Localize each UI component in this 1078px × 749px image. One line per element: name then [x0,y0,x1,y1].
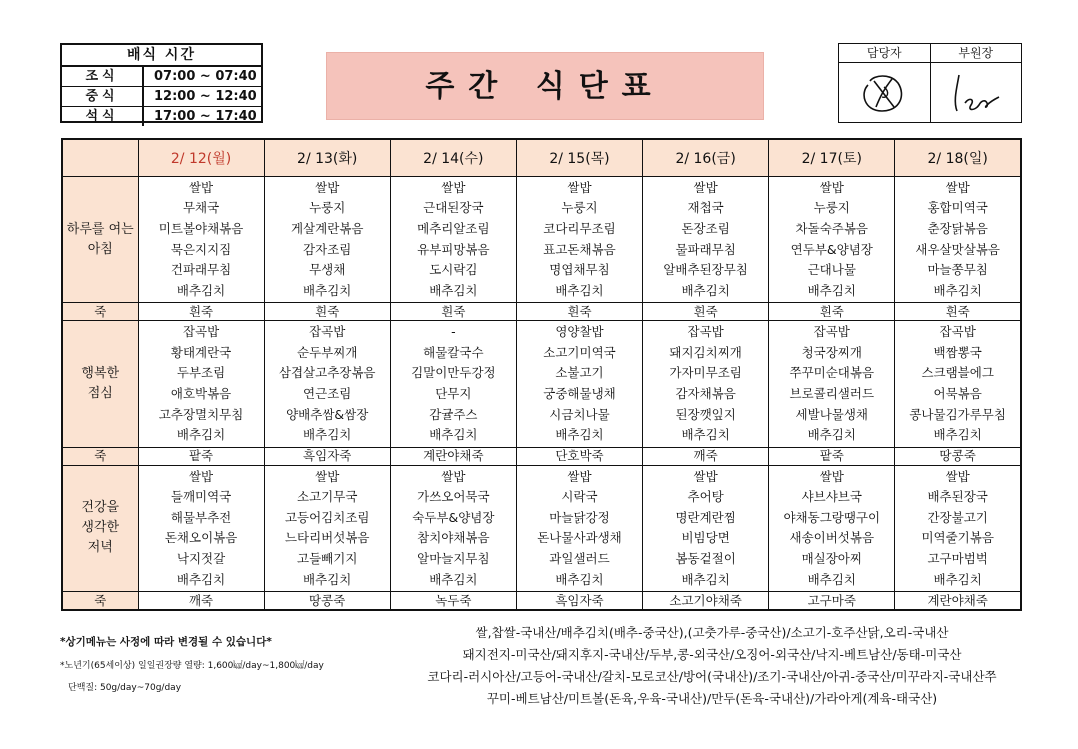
porridge-cell: 흰죽 [516,303,642,321]
menu-cell [769,465,895,591]
porridge-label: 죽 [62,592,138,611]
menu-item: 순두부찌개 [297,344,358,360]
porridge-cell: 흰죽 [895,303,1021,321]
date-header-row [62,139,1021,177]
menu-item: 돼지김치찌개 [669,344,742,360]
serving-hours-time: 12:00 ~ 12:40 [154,89,257,104]
lunch-porridge-row [62,447,1021,465]
menu-item: 배추된장국 [927,489,988,505]
menu-item: 낙지젓갈 [176,550,226,566]
menu-item: 배추김치 [303,427,352,443]
menu-item: 잡곡밥 [813,324,850,340]
menu-item: 무생채 [309,262,346,278]
lunch-label: 행복한 점심 [62,321,138,447]
protein-note: 단백질: 50g/day~70g/day [68,683,182,693]
approval-manager [839,44,930,122]
menu-item: 쌀밥 [945,179,970,195]
origin-line: 쌀,찹쌀-국내산/배추김치(배추-중국산),(고춧가루-중국산)/소고기-호주산닭,오리-국내산 [475,625,949,640]
menu-item: 마늘닭강정 [549,509,610,525]
signature-mark-icon [943,67,1009,119]
serving-hours-label: 조식 [62,67,144,86]
menu-item: 비빔당면 [681,530,730,546]
menu-item: 궁중해물냉채 [543,385,616,401]
approval-deputy-label: 부원장 [931,44,1022,63]
menu-item: 쌀밥 [819,468,844,484]
day-header: 2/ 18(일) [895,139,1021,177]
menu-item: 연근조림 [303,385,352,401]
porridge-cell: 흑임자죽 [516,592,642,611]
porridge-cell: 단호박죽 [516,447,642,465]
page-title: 주간 식단표 [326,52,764,120]
menu-item: 가자미무조림 [669,365,742,381]
serving-hours-time: 17:00 ~ 17:40 [154,109,257,124]
menu-item: 쌀밥 [693,468,718,484]
menu-item: 재첩국 [687,200,724,216]
porridge-cell: 녹두죽 [390,592,516,611]
menu-item: 브로콜리샐러드 [789,385,875,401]
menu-item: 감귤주스 [429,406,478,422]
day-header: 2/ 17(토) [769,139,895,177]
menu-item: 배추김치 [176,571,226,587]
menu-item: 소불고기 [555,365,604,381]
porridge-cell: 흰죽 [390,303,516,321]
menu-item: 콩나물김가루무침 [909,406,1006,422]
menu-item: 배추김치 [807,571,856,587]
menu-cell [895,465,1021,591]
menu-cell [264,321,390,447]
menu-item: 알마늘지무침 [417,550,490,566]
menu-item: 잡곡밥 [939,324,976,340]
menu-item: 돈장조림 [681,221,730,237]
menu-item: 배추김치 [933,571,982,587]
porridge-cell: 깨죽 [643,447,769,465]
menu-item: 배추김치 [933,282,982,298]
porridge-cell: 흑임자죽 [264,447,390,465]
menu-item: 시금치나물 [549,406,610,422]
breakfast-label: 하루를 여는 아침 [62,177,138,303]
calorie-note: *노년기(65세이상) 일일권장량 열량: 1,600㎉/day~1,800㎉/day [60,661,324,671]
menu-item: 쌀밥 [945,468,970,484]
menu-item: 쌀밥 [441,179,466,195]
menu-item: 누룽지 [813,200,850,216]
menu-item: 간장불고기 [927,509,988,525]
menu-item: 배추김치 [681,571,730,587]
menu-item: 쌀밥 [567,179,592,195]
menu-item: 배추김치 [429,571,478,587]
menu-item: 매실장아찌 [801,550,862,566]
menu-item: 쭈꾸미순대볶음 [789,365,875,381]
menu-item: 잡곡밥 [182,324,220,340]
menu-item: 누룽지 [309,200,346,216]
menu-item: 소고기미역국 [543,344,616,360]
origin-line: 코다리-러시아산/고등어-국내산/갈치-모로코산/방어(국내산)/조기-국내산/아귀-중국산/미꾸라지-국내산쭈 [427,669,997,684]
porridge-cell: 팥죽 [138,447,264,465]
menu-item: 영양찰밥 [555,324,604,340]
dinner-row [62,465,1021,591]
approval-manager-label: 담당자 [839,44,930,63]
serving-hours-box [60,43,263,123]
breakfast-row [62,177,1021,303]
menu-item: 새우살맛살볶음 [915,241,1000,257]
menu-item: 누룽지 [561,200,598,216]
porridge-cell: 소고기야채죽 [643,592,769,611]
menu-item: 애호박볶음 [170,385,232,401]
menu-cell [138,321,264,447]
menu-item: 명엽채무침 [549,262,610,278]
menu-item: 고들빼기지 [297,550,358,566]
deputy-signature [931,63,1022,122]
menu-item: 묵은지지짐 [170,241,232,257]
breakfast-porridge-row [62,303,1021,321]
menu-item: 고구마범벅 [927,550,988,566]
day-header: 2/ 14(수) [390,139,516,177]
serving-hours-row-lunch [62,87,261,107]
menu-item: 황태계란국 [170,344,232,360]
porridge-cell: 땅콩죽 [264,592,390,611]
menu-item: 쌀밥 [315,468,340,484]
serving-hours-label: 석식 [62,107,144,126]
menu-item: 잡곡밥 [309,324,346,340]
menu-item: 배추김치 [681,427,730,443]
menu-item: 쌀밥 [819,179,844,195]
menu-item: 배추김치 [807,282,856,298]
menu-cell [390,321,516,447]
menu-item: 돈나물사과생채 [537,530,622,546]
menu-cell [516,177,642,303]
day-header: 2/ 16(금) [643,139,769,177]
menu-item: 배추김치 [303,282,352,298]
porridge-cell: 흰죽 [264,303,390,321]
approval-box [838,43,1022,123]
menu-item: 돈채오이볶음 [164,530,238,546]
serving-hours-time: 07:00 ~ 07:40 [154,69,257,84]
menu-item: 건파래무침 [170,262,232,278]
menu-item: 시락국 [561,489,598,505]
menu-item: 된장깻잎지 [675,406,736,422]
menu-item: 청국장찌개 [801,344,862,360]
menu-item: - [451,324,456,340]
weekly-menu-table [61,138,1022,611]
menu-item: 샤브샤브국 [801,489,862,505]
menu-item: 배추김치 [681,282,730,298]
menu-item: 미트볼야채볶음 [158,221,244,237]
menu-item: 쌀밥 [188,179,214,195]
menu-cell [390,465,516,591]
porridge-cell: 땅콩죽 [895,447,1021,465]
menu-item: 쌀밥 [315,179,340,195]
menu-item: 배추김치 [555,427,604,443]
menu-cell [769,177,895,303]
menu-item: 연두부&양념장 [790,241,873,257]
menu-cell [643,465,769,591]
dinner-porridge-row [62,592,1021,611]
porridge-cell: 흰죽 [643,303,769,321]
menu-item: 가쓰오어묵국 [417,489,490,505]
menu-item: 근대된장국 [423,200,484,216]
dinner-label: 건강을 생각한 저녁 [62,465,138,591]
menu-item: 야채동그랑땡구이 [783,509,881,525]
menu-item: 백짬뽕국 [933,344,982,360]
menu-item: 배추김치 [555,282,604,298]
menu-item: 쌀밥 [441,468,466,484]
menu-cell [643,321,769,447]
menu-item: 명란계란찜 [675,509,736,525]
serving-hours-row-dinner [62,107,261,126]
day-header: 2/ 15(목) [516,139,642,177]
menu-cell [516,465,642,591]
menu-item: 마늘쫑무침 [927,262,988,278]
day-header: 2/ 12(월) [138,139,264,177]
menu-cell [895,321,1021,447]
day-header: 2/ 13(화) [264,139,390,177]
menu-item: 도시락김 [429,262,478,278]
origin-line: 돼지전지-미국산/돼지후지-국내산/두부,콩-외국산/오징어-외국산/낙지-베트남산/동태-미국산 [462,647,962,662]
origin-line: 꾸미-베트남산/미트볼(돈육,우육-국내산)/만두(돈육-국내산)/가라아게(계육-태국산) [486,691,938,706]
menu-item: 감자채볶음 [675,385,736,401]
menu-item: 미역줄기볶음 [921,530,994,546]
menu-item: 소고기무국 [297,489,358,505]
menu-cell [138,177,264,303]
signature-mark-icon [854,67,914,119]
lunch-row [62,321,1021,447]
menu-item: 해물칼국수 [423,344,484,360]
porridge-cell: 깨죽 [138,592,264,611]
menu-cell [769,321,895,447]
porridge-cell: 팥죽 [769,447,895,465]
menu-item: 쌀밥 [188,468,214,484]
menu-item: 잡곡밥 [687,324,724,340]
menu-cell [895,177,1021,303]
menu-item: 배추김치 [176,427,226,443]
porridge-cell: 계란야채죽 [895,592,1021,611]
menu-item: 근대나물 [807,262,856,278]
porridge-cell: 흰죽 [138,303,264,321]
menu-item: 느타리버섯볶음 [284,530,370,546]
menu-item: 양배추쌈&쌈장 [286,406,369,422]
menu-item: 참치야채볶음 [417,530,490,546]
menu-item: 새송이버섯볶음 [789,530,875,546]
menu-item: 쌀밥 [567,468,592,484]
menu-item: 유부피망볶음 [417,241,490,257]
menu-cell [264,465,390,591]
change-notice: *상기메뉴는 사정에 따라 변경될 수 있습니다* [60,636,272,648]
serving-hours-title: 배식 시간 [62,45,261,67]
menu-item: 물파래무침 [675,241,736,257]
menu-cell [264,177,390,303]
serving-hours-label: 중식 [62,87,144,106]
menu-item: 봄동겉절이 [675,550,736,566]
menu-cell [516,321,642,447]
menu-item: 홍합미역국 [927,200,988,216]
menu-item: 두부조림 [176,365,226,381]
menu-item: 무채국 [182,200,220,216]
serving-hours-row-breakfast [62,67,261,87]
menu-item: 숙두부&양념장 [412,509,495,525]
menu-item: 표고돈채볶음 [543,241,616,257]
porridge-cell: 흰죽 [769,303,895,321]
porridge-cell: 고구마죽 [769,592,895,611]
menu-item: 배추김치 [429,282,478,298]
menu-item: 고추장멸치무침 [158,406,244,422]
menu-item: 과일샐러드 [549,550,610,566]
menu-item: 추어탕 [687,489,724,505]
menu-item: 춘장닭볶음 [927,221,988,237]
menu-item: 알배추된장무침 [663,262,748,278]
menu-item: 게살계란볶음 [290,221,364,237]
menu-item: 배추김치 [429,427,478,443]
menu-cell [390,177,516,303]
menu-item: 차돌숙주볶음 [795,221,868,237]
menu-item: 고등어김치조림 [284,509,370,525]
menu-cell [643,177,769,303]
menu-item: 쌀밥 [693,179,718,195]
menu-item: 단무지 [435,385,472,401]
menu-item: 들깨미역국 [170,489,232,505]
corner-cell [62,139,138,177]
menu-item: 코다리무조림 [543,221,616,237]
menu-item: 감자조림 [303,241,352,257]
approval-deputy [930,44,1022,122]
porridge-cell: 계란야채죽 [390,447,516,465]
menu-item: 배추김치 [555,571,604,587]
menu-item: 김말이만두강정 [411,365,496,381]
porridge-label: 죽 [62,303,138,321]
manager-signature [839,63,930,122]
menu-item: 배추김치 [303,571,352,587]
menu-item: 세발나물생채 [795,406,868,422]
menu-item: 어묵볶음 [933,385,982,401]
menu-cell [138,465,264,591]
menu-item: 스크램블에그 [921,365,994,381]
porridge-label: 죽 [62,447,138,465]
menu-item: 배추김치 [176,282,226,298]
menu-item: 배추김치 [933,427,982,443]
menu-item: 삼겹살고추장볶음 [278,365,376,381]
menu-item: 메추리알조림 [417,221,490,237]
menu-item: 배추김치 [807,427,856,443]
origin-info [392,622,1032,710]
menu-item: 해물부추전 [170,509,232,525]
